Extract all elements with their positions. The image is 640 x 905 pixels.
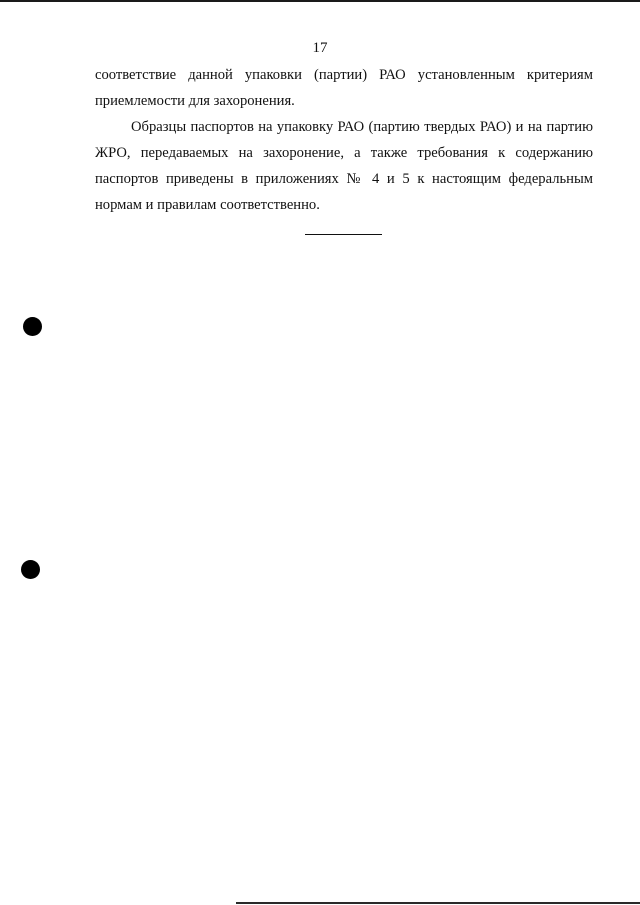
page-top-edge (0, 0, 640, 2)
punch-hole-upper (23, 317, 42, 336)
page-bottom-edge (236, 902, 640, 904)
paragraph-continuation: соответствие данной упаковки (партии) РАО установленным критериям приемлемости для захоронения. (95, 67, 593, 109)
document-body (95, 62, 593, 218)
punch-hole-lower (21, 560, 40, 579)
paragraph-passport-samples: Образцы паспортов на упаковку РАО (партию твердых РАО) и на партию ЖРО, передаваемых на захоронение, а также требования к содержанию паспортов приведены в приложениях № 4 и 5 к настоящим федеральным нормам и правилам соответственно. (95, 119, 593, 213)
end-separator-line (305, 234, 382, 235)
page-number: 17 (312, 40, 328, 56)
